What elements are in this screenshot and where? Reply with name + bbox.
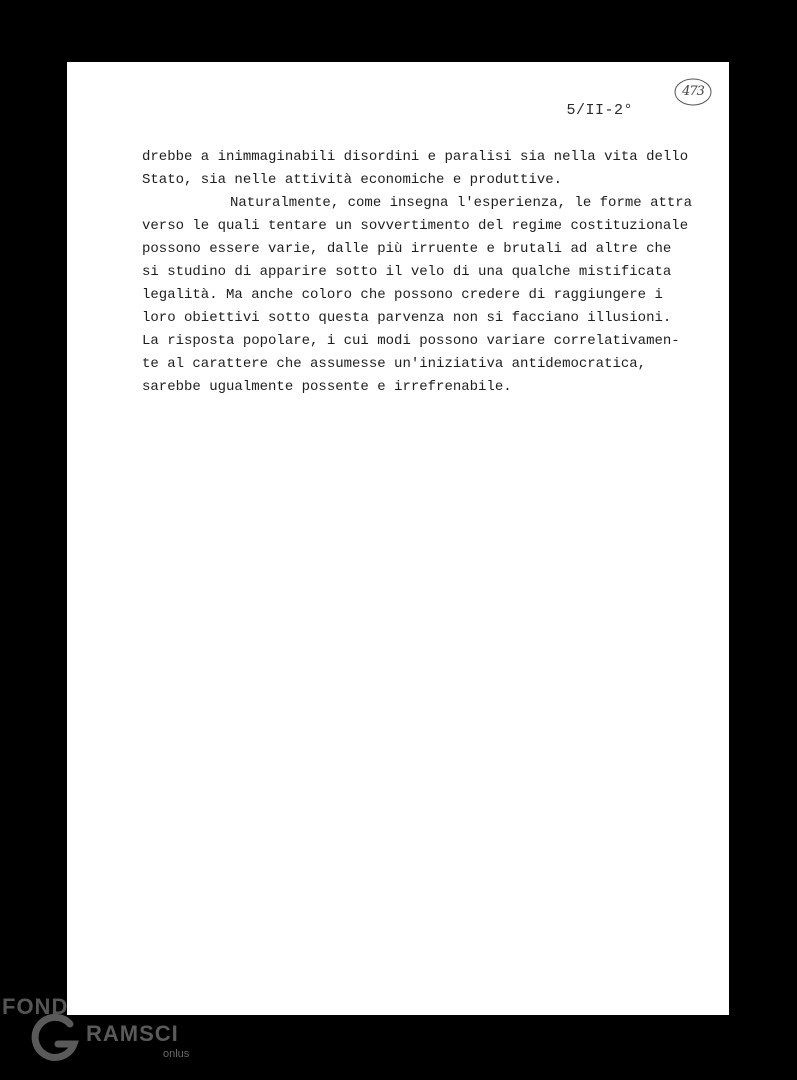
document-page <box>67 62 729 1015</box>
archive-stamp <box>673 76 713 108</box>
text-line: Stato, sia nelle attività economiche e produttive. <box>142 172 563 188</box>
text-line: Naturalmente, come insegna l'esperienza, le forme attra <box>230 195 693 211</box>
text-line: loro obiettivi sotto questa parvenza non si facciano illusioni. <box>142 310 672 326</box>
archive-stamp-number: 473 <box>682 84 704 99</box>
watermark-text-ramsci: RAMSCI <box>86 1021 179 1046</box>
text-line: possono essere varie, dalle più irruente e brutali ad altre che <box>142 241 672 257</box>
typed-text <box>142 146 702 399</box>
text-line: sarebbe ugualmente possente e irrefrenabile. <box>142 379 512 395</box>
text-line: si studino di apparire sotto il velo di una qualche mistificata <box>142 264 672 280</box>
fondazione-gramsci-watermark <box>0 988 210 1074</box>
watermark-text-onlus: onlus <box>163 1048 190 1060</box>
folio-number: 5/II-2° <box>566 102 633 119</box>
watermark-text-fond: FOND <box>2 994 69 1019</box>
text-line: verso le quali tentare un sovvertimento del regime costituzionale <box>142 218 689 234</box>
fondazione-gramsci-g-logo-icon <box>30 1012 82 1064</box>
text-line: drebbe a inimmaginabili disordini e paralisi sia nella vita dello <box>142 149 689 165</box>
text-line: te al carattere che assumesse un'iniziativa antidemocratica, <box>142 356 647 372</box>
text-line: legalità. Ma anche coloro che possono credere di raggiungere i <box>142 287 663 303</box>
text-line: La risposta popolare, i cui modi possono variare correlativamen- <box>142 333 680 349</box>
